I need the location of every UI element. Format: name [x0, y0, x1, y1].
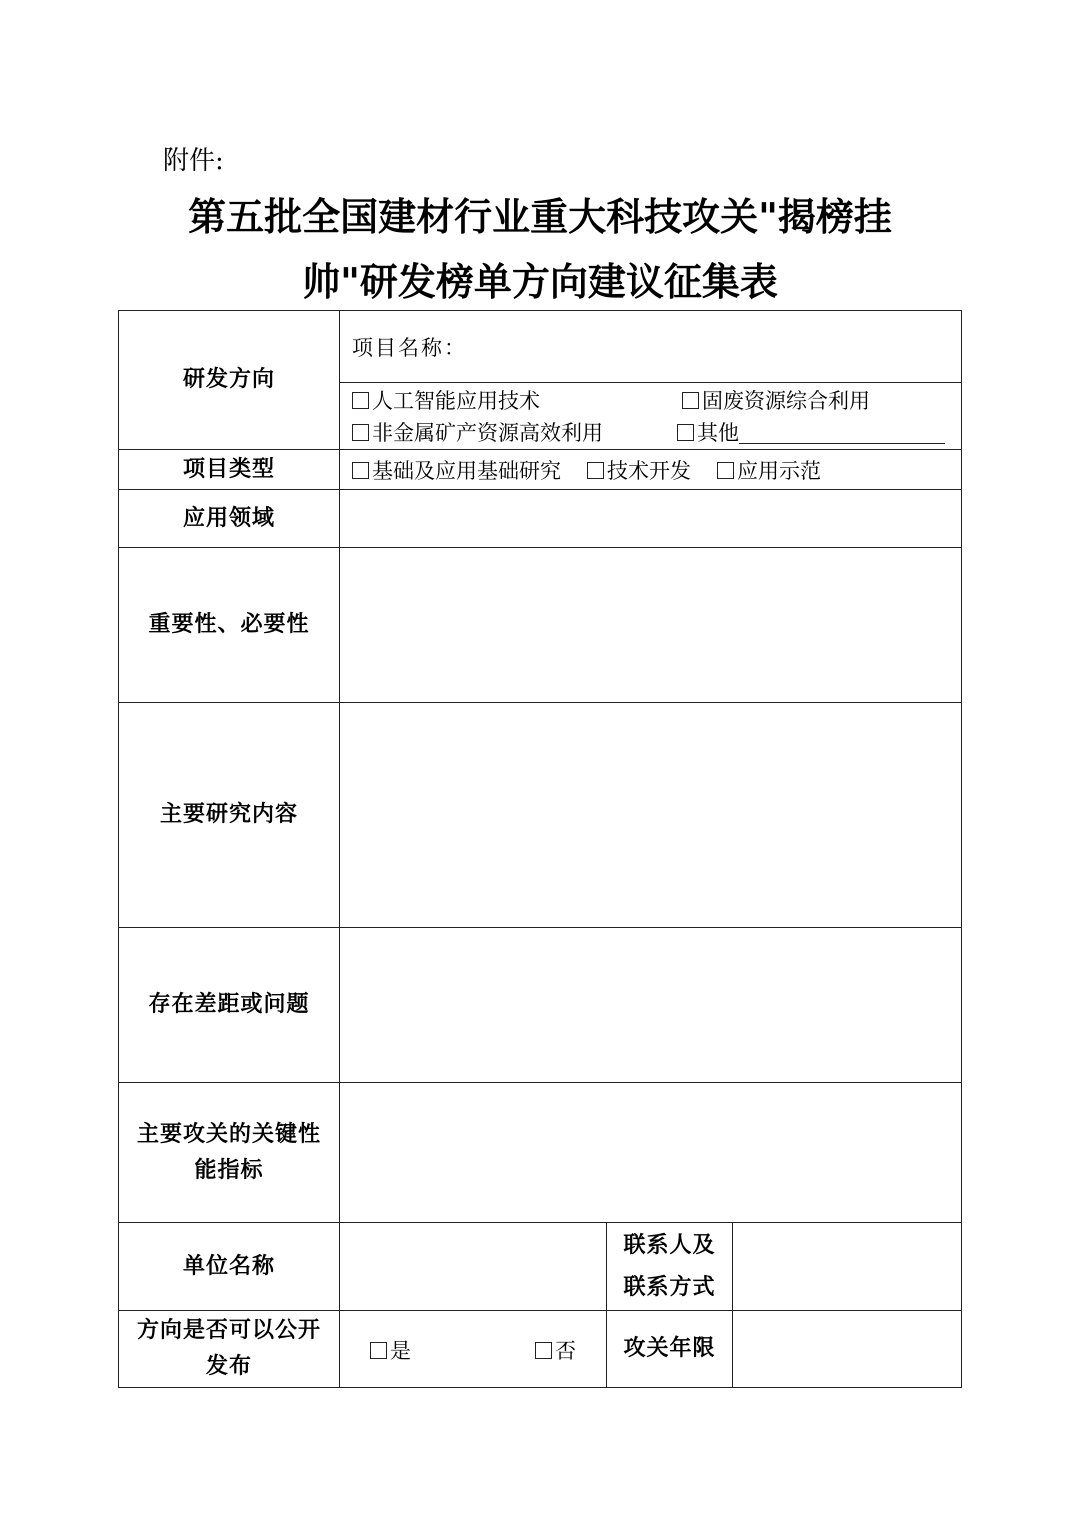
checkbox-icon[interactable]	[682, 392, 699, 409]
project-name-label: 项目名称：	[352, 335, 467, 360]
label-indicators-line1: 主要攻关的关键性	[136, 1121, 321, 1147]
label-main-content: 主要研究内容	[119, 703, 340, 928]
importance-input[interactable]	[340, 548, 962, 703]
row-indicators	[119, 1083, 962, 1223]
label-application-field: 应用领域	[119, 490, 340, 548]
main-content-input[interactable]	[340, 703, 962, 928]
checkbox-icon[interactable]	[352, 424, 369, 441]
option-no[interactable]: 否	[535, 1335, 576, 1365]
label-importance: 重要性、必要性	[119, 548, 340, 703]
option-ai[interactable]: 人工智能应用技术	[352, 385, 540, 417]
label-unit: 单位名称	[119, 1223, 340, 1311]
option-solid-waste[interactable]: 固废资源综合利用	[682, 385, 870, 417]
checkbox-icon[interactable]	[587, 462, 604, 479]
project-type-cell	[340, 450, 962, 490]
application-field-input[interactable]	[340, 490, 962, 548]
label-publish	[119, 1311, 340, 1388]
checkbox-icon[interactable]	[535, 1342, 552, 1359]
label-publish-line2: 发布	[205, 1354, 252, 1379]
checkbox-icon[interactable]	[717, 462, 734, 479]
row-main-content	[119, 703, 962, 928]
project-name-field[interactable]	[340, 311, 961, 383]
label-contact-line2: 联系方式	[623, 1274, 716, 1300]
direction-cell	[340, 311, 962, 450]
duration-input[interactable]	[733, 1311, 962, 1388]
label-gaps: 存在差距或问题	[119, 928, 340, 1083]
indicators-input[interactable]	[340, 1083, 962, 1223]
label-indicators-line2: 能指标	[194, 1157, 264, 1183]
row-publish	[119, 1311, 962, 1388]
unit-name-input[interactable]	[340, 1223, 607, 1311]
label-publish-line1: 方向是否可以公开	[136, 1318, 321, 1343]
label-indicators	[119, 1083, 340, 1223]
row-importance	[119, 548, 962, 703]
label-project-type: 项目类型	[119, 450, 340, 490]
label-direction: 研发方向	[119, 311, 340, 450]
row-project-type	[119, 450, 962, 490]
option-yes[interactable]: 是	[370, 1335, 411, 1365]
label-duration: 攻关年限	[607, 1311, 733, 1388]
checkbox-icon[interactable]	[677, 424, 694, 441]
contact-input[interactable]	[733, 1223, 962, 1311]
attachment-label: 附件:	[163, 146, 224, 176]
option-other[interactable]: 其他	[677, 417, 945, 449]
gaps-input[interactable]	[340, 928, 962, 1083]
form-title-line2: 帅"研发榜单方向建议征集表	[302, 260, 778, 304]
checkbox-icon[interactable]	[352, 462, 369, 479]
option-basic-research[interactable]: 基础及应用基础研究	[352, 459, 561, 483]
proposal-form-table	[118, 310, 962, 1388]
row-gaps	[119, 928, 962, 1083]
publish-choice-cell	[340, 1311, 607, 1388]
row-unit	[119, 1223, 962, 1311]
checkbox-icon[interactable]	[370, 1342, 387, 1359]
option-tech-dev[interactable]: 技术开发	[587, 459, 691, 483]
label-contact-line1: 联系人及	[623, 1232, 716, 1258]
form-title-line1: 第五批全国建材行业重大科技攻关"揭榜挂	[188, 195, 892, 239]
option-nonmetal-mineral[interactable]: 非金属矿产资源高效利用	[352, 417, 603, 449]
label-contact	[607, 1223, 733, 1311]
option-demo[interactable]: 应用示范	[717, 459, 821, 483]
checkbox-icon[interactable]	[352, 392, 369, 409]
other-blank-line[interactable]	[739, 421, 945, 444]
row-direction	[119, 311, 962, 450]
row-application-field	[119, 490, 962, 548]
